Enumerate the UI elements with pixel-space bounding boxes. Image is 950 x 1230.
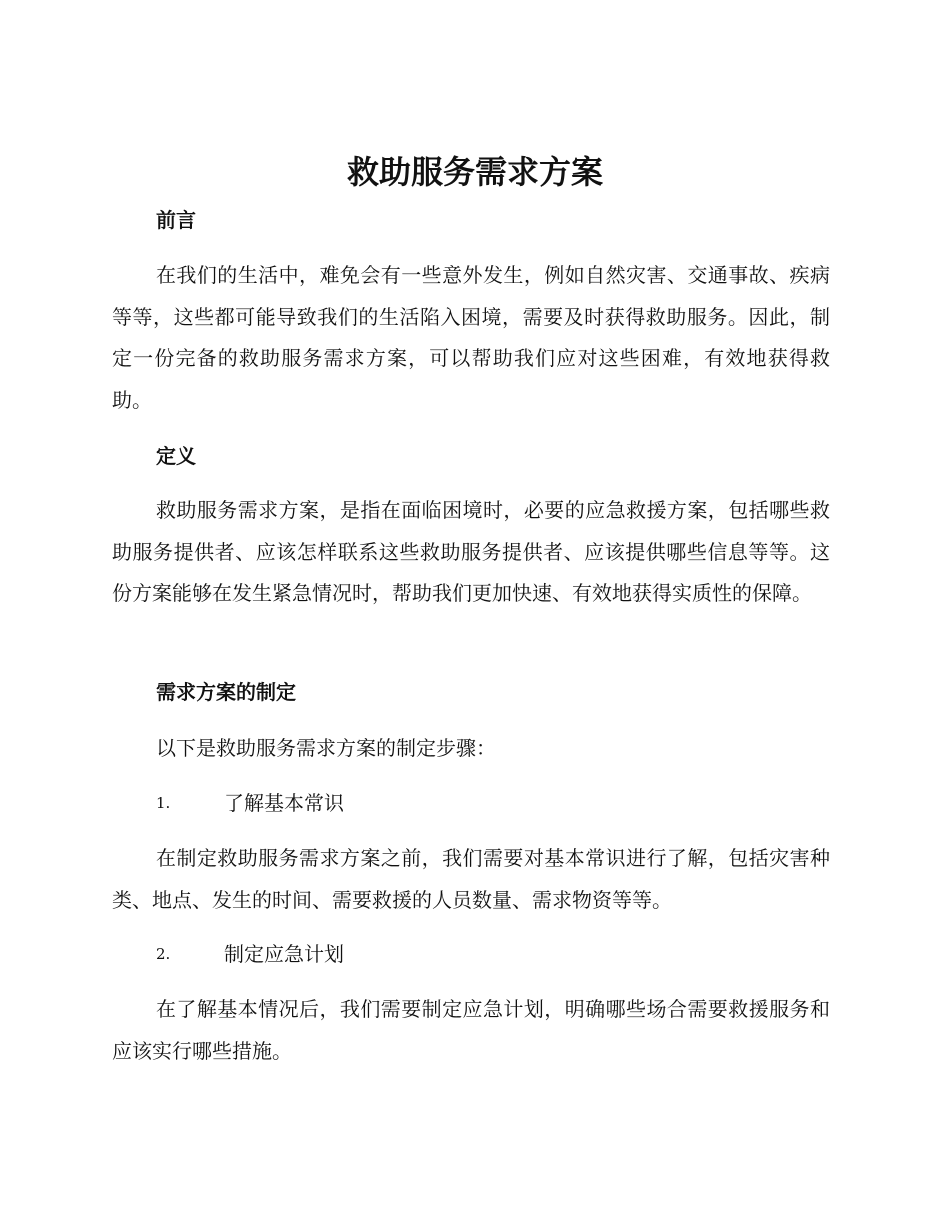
formulation-intro: 以下是救助服务需求方案的制定步骤： [156,736,496,760]
document-title: 救助服务需求方案 [346,153,603,191]
section-heading-preface: 前言 [156,208,196,232]
step-2-title: 制定应急计划 [224,942,344,966]
step-1-number: 1. [156,794,171,812]
preface-paragraph: 在我们的生活中，难免会有一些意外发生，例如自然灾害、交通事故、疾病等等，这些都可能导致我们的生活陷入困境，需要及时获得救助服务。因此，制定一份完备的救助服务需求方案，可以帮助我们应对这些困难，有效地获得救助。 [112,263,830,412]
step-1-paragraph: 在制定救助服务需求方案之前，我们需要对基本常识进行了解，包括灾害种类、地点、发生的时间、需要救援的人员数量、需求物资等等。 [112,846,830,912]
step-2-number: 2. [156,945,171,963]
step-2-title-row [156,939,344,969]
definition-paragraph: 救助服务需求方案，是指在面临困境时，必要的应急救援方案，包括哪些救助服务提供者、应该怎样联系这些救助服务提供者、应该提供哪些信息等等。这份方案能够在发生紧急情况时，帮助我们更加快速、有效地获得实质性的保障。 [112,498,830,605]
section-heading-definition: 定义 [156,444,196,468]
section-heading-formulation: 需求方案的制定 [156,680,296,704]
step-2-paragraph: 在了解基本情况后，我们需要制定应急计划，明确哪些场合需要救援服务和应该实行哪些措施。 [112,997,830,1063]
step-1-title: 了解基本常识 [224,791,344,815]
step-1-title-row [156,788,344,818]
